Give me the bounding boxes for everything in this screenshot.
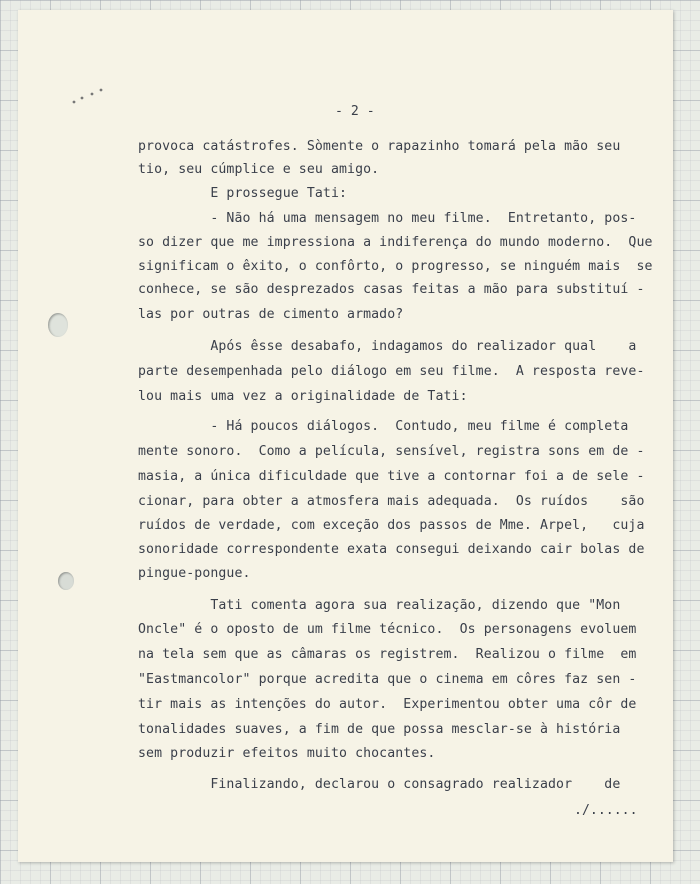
text-line: Tati comenta agora sua realização, dizendo que "Mon [138,598,621,613]
text-line: lou mais uma vez a originalidade de Tati: [138,389,468,404]
text-line: parte desempenhada pelo diálogo em seu filme. A resposta reve- [138,364,645,379]
text-line: sem produzir efeitos muito chocantes. [138,746,436,761]
text-line: tonalidades suaves, a fim de que possa mesclar-se à história [138,722,621,737]
text-line: na tela sem que as câmaras os registrem. Realizou o filme em [138,647,637,662]
text-line: provoca catástrofes. Sòmente o rapazinho tomará pela mão seu [138,139,621,154]
text-line: Finalizando, declarou o consagrado realizador de [138,777,621,792]
text-line: significam o êxito, o confôrto, o progresso, se ninguém mais se [138,259,653,274]
punch-hole-top [48,313,68,337]
text-line: Oncle" é o oposto de um filme técnico. Os personagens evoluem [138,622,637,637]
text-line: sonoridade correspondente exata consegui deixando cair bolas de [138,542,645,557]
text-line: Após êsse desabafo, indagamos do realizador qual a [138,339,637,354]
text-line: masia, a única dificuldade que tive a contornar foi a de sele - [138,469,645,484]
page-number: - 2 - [335,104,375,119]
text-line: conhece, se são desprezados casas feitas a mão para substituí - [138,282,645,297]
continuation-mark: ./...... [574,803,638,818]
punch-hole-bottom [58,572,74,590]
pin-marks [68,78,128,108]
text-line: - Há poucos diálogos. Contudo, meu filme é completa [138,419,629,434]
text-line: ruídos de verdade, com exceção dos passos de Mme. Arpel, cuja [138,518,645,533]
text-line: tir mais as intenções do autor. Experimentou obter uma côr de [138,697,637,712]
text-line: cionar, para obter a atmosfera mais adequada. Os ruídos são [138,494,645,509]
text-line: las por outras de cimento armado? [138,307,404,322]
text-line: tio, seu cúmplice e seu amigo. [138,162,380,177]
text-line: - Não há uma mensagem no meu filme. Entretanto, pos- [138,211,637,226]
text-line: mente sonoro. Como a película, sensível, registra sons em de - [138,444,645,459]
text-line: E prossegue Tati: [138,186,348,201]
text-line: pingue-pongue. [138,566,251,581]
text-line: "Eastmancolor" porque acredita que o cinema em côres faz sen - [138,672,637,687]
text-line: so dizer que me impressiona a indiferença do mundo moderno. Que [138,235,653,250]
